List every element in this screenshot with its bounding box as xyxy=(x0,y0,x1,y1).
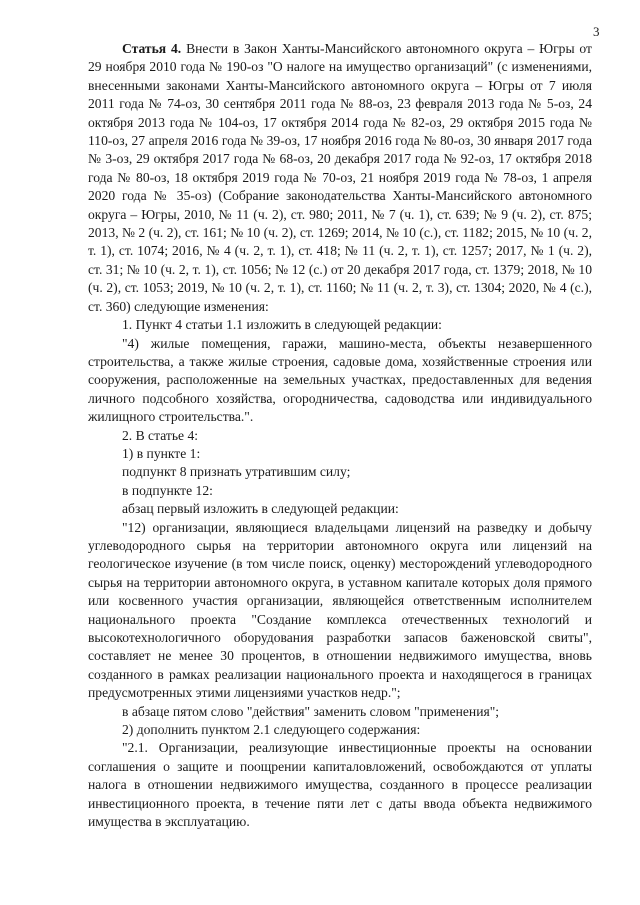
article-4-intro xyxy=(88,40,592,316)
paragraph-first-abzac: абзац первый изложить в следующей редакции: xyxy=(122,501,399,517)
paragraph-subclause-12: в подпункте 12: xyxy=(122,482,213,498)
paragraph-clause-12-text: "12) организации, являющиеся владельцами лицензий на разведку и добычу углеводородного сырья на территории автономного округа или лицензий на геологическое изучение (в том числе поиск, оценку) месторождений углеводородного сырья на территории автономного округа, в уставном капитале которых доля прямого или косвенного участия организации, являющейся ответственным исполнителем национального проекта "Создание комплекса отечественных технологий и высокотехнологичного оборудования разработки запасов баженовской свиты", составляет не менее 30 процентов, в отношении недвижимого имущества, вновь созданного в рамках реализации национального проекта и находящегося в границах предусмотренных этими лицензиями участков недр."; xyxy=(88,519,592,701)
paragraph-item-1: 1. Пункт 4 статьи 1.1 изложить в следующей редакции: xyxy=(122,317,442,333)
page-number: 3 xyxy=(593,24,600,39)
paragraph-clause-2-1-text: "2.1. Организации, реализующие инвестиционные проекты на основании соглашения о защите и поощрении капиталовложений, освобождаются от уплаты налога в отношении недвижимого имущества, созданного в процессе реализации инвестиционного проекта, в течение пяти лет с даты ввода объекта недвижимого имущества в эксплуатацию. xyxy=(88,740,592,830)
paragraph-subitem-1: 1) в пункте 1: xyxy=(122,445,201,461)
article-heading: Статья 4. xyxy=(122,41,182,56)
paragraph-item-2: 2. В статье 4: xyxy=(122,427,199,443)
paragraph-subclause-8: подпункт 8 признать утратившим силу; xyxy=(122,464,351,480)
document-body xyxy=(88,40,592,831)
paragraph-abzac-5: в абзаце пятом слово "действия" заменить словом "применения"; xyxy=(122,703,500,719)
article-intro-text: Внести в Закон Ханты-Мансийского автономного округа – Югры от 29 ноября 2010 года № 190-оз "О налоге на имущество организаций" (с изменениями, внесенными законами Ханты-Мансийского автономного округа – Югры от 7 июля 2011 года № 74-оз, 30 сентября 2011 года № 88-оз, 23 февраля 2013 года № 5-оз, 24 октября 2013 года № 104-оз, 17 октября 2014 года № 82-оз, 29 октября 2015 года № 110-оз, 27 апреля 2016 года № 39-оз, 17 ноября 2016 года № 80-оз, 30 января 2017 года № 3-оз, 29 октября 2017 года № 68-оз, 20 декабря 2017 года № 92-оз, 17 октября 2018 года № 80-оз, 18 октября 2019 года № 70-оз, 21 ноября 2019 года № 78-оз, 1 апреля 2020 года № 35-оз) (Собрание законодательства Ханты-Мансийского автономного округа – Югры, 2010, № 11 (ч. 2), ст. 980; 2011, № 7 (ч. 1), ст. 639; № 9 (ч. 2), ст. 875; 2013, № 2 (ч. 2), ст. 161; № 10 (ч. 2), ст. 1269; 2014, № 10 (с.), ст. 1182; 2015, № 10 (ч. 2, т. 1), ст. 1074; 2016, № 4 (ч. 2, т. 1), ст. 418; № 11 (ч. 2, т. 1), ст. 1257; 2017, № 1 (ч. 2), ст. 31; № 10 (ч. 2, т. 1), ст. 1056; № 12 (с.) от 20 декабря 2017 года, ст. 1379; 2018, № 10 (ч. 2), ст. 1053; 2019, № 10 (ч. 2, т. 1), ст. 1160; № 11 (ч. 2, т. 3), ст. 1304; 2020, № 4 (с.), ст. 360) следующие изменения: xyxy=(88,41,592,314)
paragraph-clause-4-text: "4) жилые помещения, гаражи, машино-места, объекты незавершенного строительства, а также жилые строения, садовые дома, хозяйственные строения или сооружения, расположенные на земельных участках, предоставленных для ведения личного подсобного хозяйства, огородничества, садоводства или индивидуального жилищного строительства.". xyxy=(88,335,592,425)
paragraph-subitem-2: 2) дополнить пунктом 2.1 следующего содержания: xyxy=(122,722,421,738)
